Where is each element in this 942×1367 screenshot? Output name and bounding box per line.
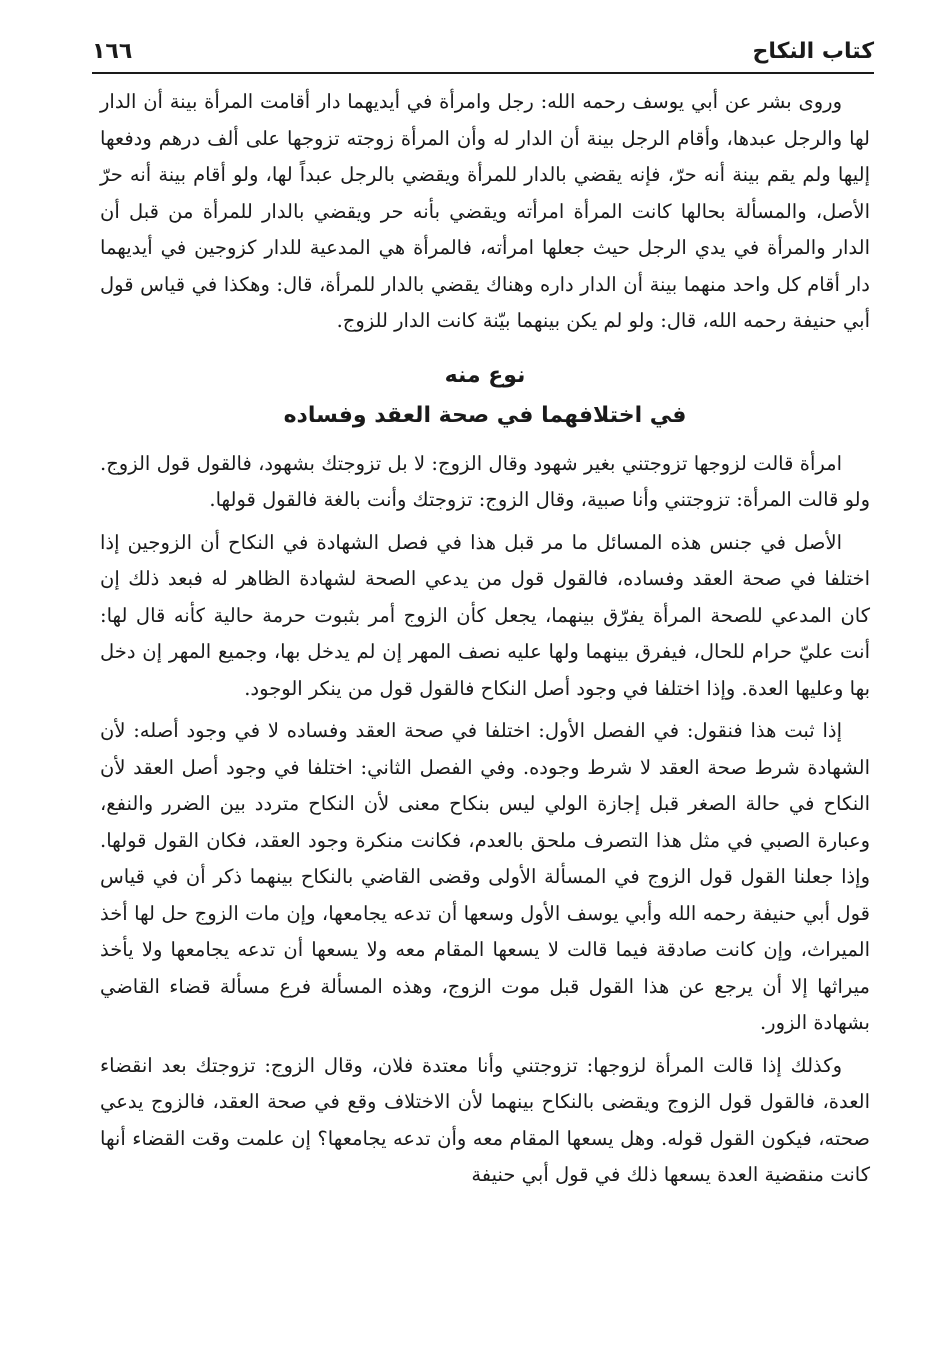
section-title: نوع منه (444, 362, 526, 388)
paragraph: وكذلك إذا قالت المرأة لزوجها: تزوجتني وأنا معتدة فلان، وقال الزوج: تزوجتك بعد انقضاء العدة، فالقول قول الزوج ويقضى بالنكاح بينهما لأن الاختلاف وقع في صحة العقد، فالزوج يدعي صحته، فيكون القول قوله. وهل يسعها المقام معه وأن تدعه يجامعها؟ إن علمت وقت القضاء أنها كانت منقضية العدة يسعها ذلك في قول أبي حنيفة (100, 1053, 870, 1186)
page-body (100, 84, 870, 1194)
page-header (92, 34, 874, 68)
paragraph: إذا ثبت هذا فنقول: في الفصل الأول: اختلفا في صحة العقد وفساده لا في وجود أصله: لأن الشهادة شرط صحة العقد لا شرط وجوده. وفي الفصل الثاني: اختلفا في وجود أصل العقد لأن النكاح في حالة الصغر قبل إجازة الولي ليس بنكاح معنى لأن النكاح متردد بين الضرر والنفع، وعبارة الصبي في مثل هذا التصرف ملحق بالعدم، فكانت منكرة وجود العقد، فكان القول قولها. وإذا جعلنا القول قول الزوج في المسألة الأولى وقضى القاضي بالنكاح بينهما ذكر أن في قياس قول أبي حنيفة رحمه الله وأبي يوسف الأول وسعها أن تدعه يجامعها، وإن مات الزوج حل لها أخذ الميراث، وإن كانت صادقة فيما قالت لا يسعها المقام معه ولا يسعها أن تدعه يجامعها ولا يأخذ ميراثها إلا أن يرجع عن هذا القول قبل موت الزوج، وهذه المسألة فرع مسألة قضاء القاضي بشهادة الزور. (100, 719, 870, 1034)
book-title: كتاب النكاح (752, 38, 874, 64)
page-number: ١٦٦ (92, 38, 133, 64)
paragraph: الأصل في جنس هذه المسائل ما مر قبل هذا في فصل الشهادة في النكاح أن الزوجين إذا اختلفا في صحة العقد وفساده، فالقول قول من يدعي الصحة لشهادة الظاهر له فبعد ذلك إن كان المدعي للصحة المرأة يفرّق بينهما، يجعل كأن الزوج أمر بثبوت حرمة حالية كأنه قال لها: أنت عليّ حرام للحال، فيفرق بينهما ولها عليه نصف المهر إن لم يدخل بها، وجميع المهر إن دخل بها وعليها العدة. وإذا اختلفا في وجود أصل النكاح فالقول قول من ينكر الوجود. (100, 530, 870, 700)
paragraph: وروى بشر عن أبي يوسف رحمه الله: رجل وامرأة في أيديهما دار أقامت المرأة بينة أن الدار لها والرجل عبدها، وأقام الرجل بينة أن الدار له وأن المرأة زوجته تزوجها على ألف درهم ودفعها إليها ولم يقم بينة أنه حرّ، فإنه يقضي بالدار للمرأة ويقضي بالرجل عبداً لها، ولو أقام بينة أنه حرّ الأصل، والمسألة بحالها كانت المرأة امرأته ويقضي بأنه حر ويقضي بالدار للمرأة من قبل أن الدار والمرأة في يدي الرجل حيث جعلها امرأته، فالمرأة هي المدعية للدار كزوجين في أيديهما دار أقام كل واحد منهما بينة أن الدار داره وهناك يقضي بالدار للمرأة، قال: وهكذا في قياس قول أبي حنيفة رحمه الله، قال: ولو لم يكن بينهما بيّنة كانت الدار للزوج. (100, 90, 870, 332)
section-subtitle: في اختلافهما في صحة العقد وفساده (283, 402, 687, 428)
header-divider (92, 72, 874, 74)
paragraph: امرأة قالت لزوجها تزوجتني بغير شهود وقال الزوج: لا بل تزوجتك بشهود، فالقول قول الزوج. ولو قالت المرأة: تزوجتني وأنا صبية، وقال الزوج: تزوجتك وأنت بالغة فالقول قولها. (100, 451, 870, 511)
